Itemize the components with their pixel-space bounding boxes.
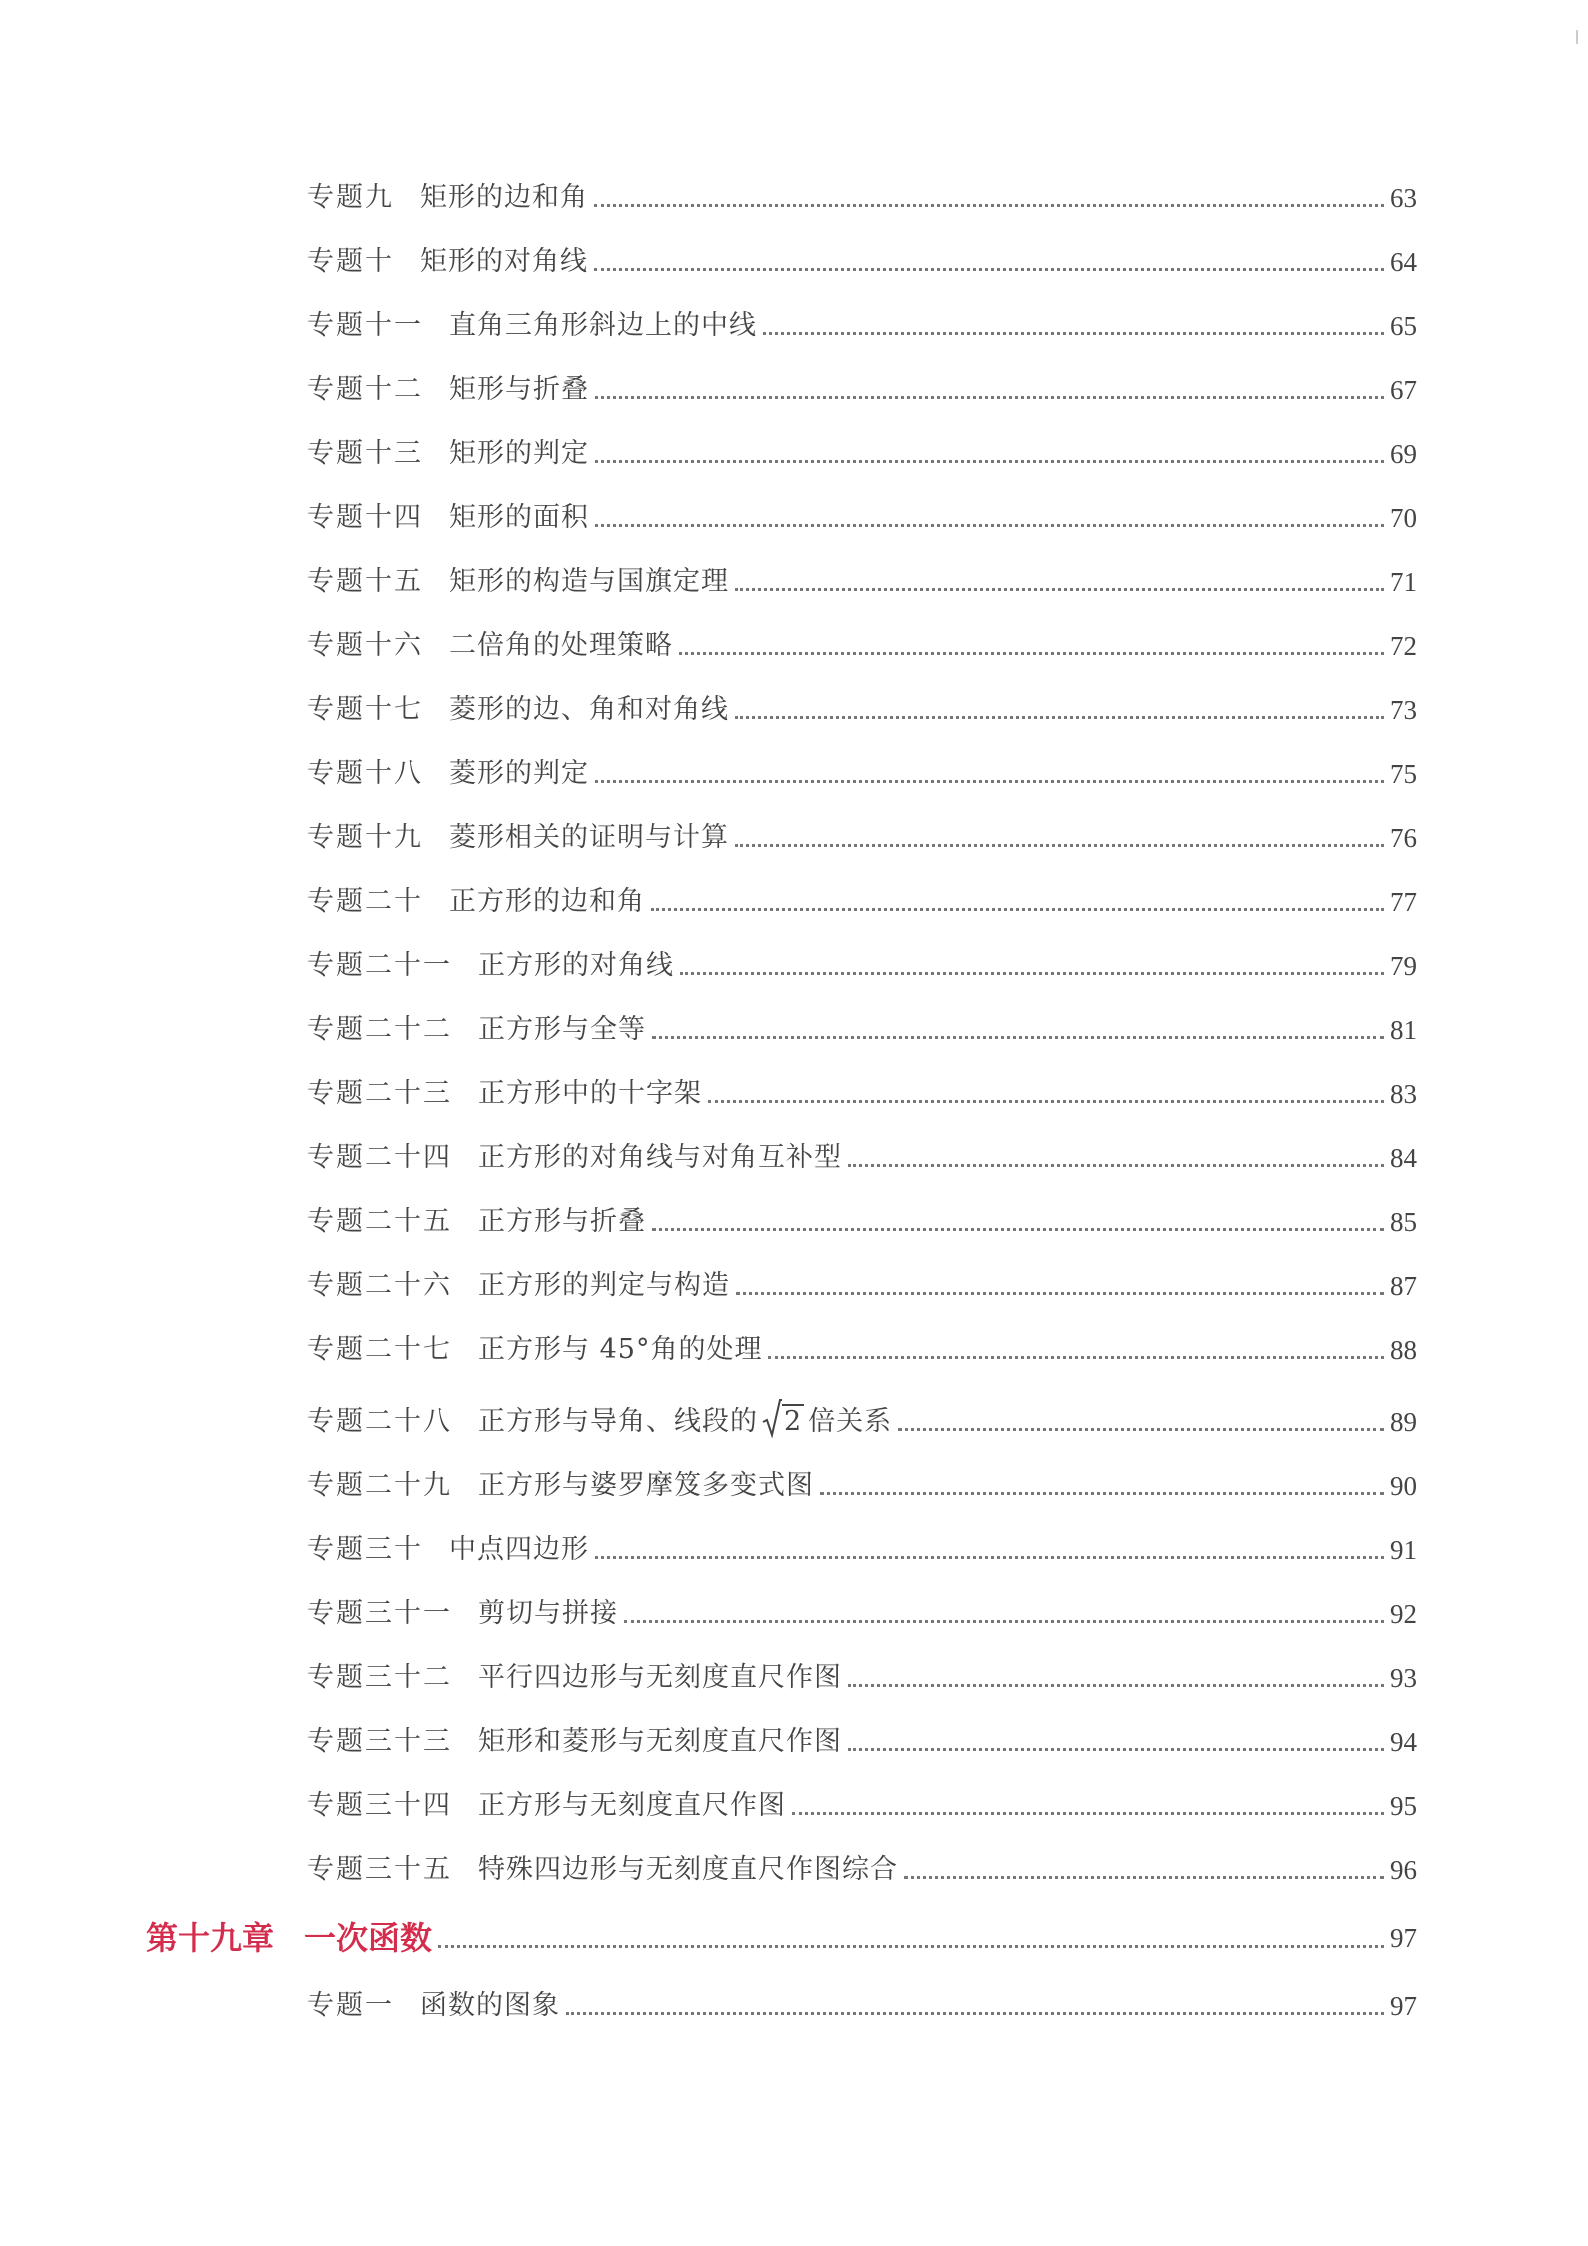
dot-leader — [736, 1292, 1384, 1295]
topic-title: 正方形的边和角 — [449, 886, 645, 917]
page-number: 87 — [1390, 1271, 1417, 1301]
topic-title: 矩形的对角线 — [420, 246, 588, 277]
dot-leader — [652, 1228, 1384, 1231]
page-number: 65 — [1390, 311, 1417, 341]
toc-entry[interactable] — [307, 1320, 1417, 1368]
topic-number: 专题二十四 — [307, 1142, 452, 1173]
dot-leader — [594, 204, 1384, 207]
page-number: 95 — [1390, 1791, 1417, 1821]
topic-number: 专题二十二 — [307, 1014, 452, 1045]
dot-leader — [848, 1164, 1384, 1167]
toc-entry[interactable] — [307, 296, 1417, 344]
topic-number: 专题十一 — [307, 310, 423, 341]
page-number: 79 — [1390, 951, 1417, 981]
topic-number: 专题二十六 — [307, 1270, 452, 1301]
toc-entry[interactable] — [307, 616, 1417, 664]
topic-title: 正方形与折叠 — [478, 1206, 646, 1237]
dot-leader — [848, 1748, 1384, 1751]
toc-entry[interactable] — [307, 1584, 1417, 1632]
chapter-title: 一次函数 — [304, 1919, 433, 1957]
dot-leader — [595, 524, 1384, 527]
topic-number: 专题十二 — [307, 374, 423, 405]
dot-leader — [438, 1945, 1384, 1948]
topic-number: 专题十六 — [307, 630, 423, 661]
topic-number: 专题三十二 — [307, 1662, 452, 1693]
toc-entry[interactable] — [307, 680, 1417, 728]
page-number: 63 — [1390, 183, 1417, 213]
page-number: 93 — [1390, 1663, 1417, 1693]
toc-entry[interactable] — [307, 1776, 1417, 1824]
dot-leader — [763, 332, 1384, 335]
page-number: 81 — [1390, 1015, 1417, 1045]
dot-leader — [848, 1684, 1384, 1687]
topic-number: 专题十三 — [307, 438, 423, 469]
topic-title: 矩形与折叠 — [449, 374, 589, 405]
topic-title: 中点四边形 — [449, 1534, 589, 1565]
topic-title: 特殊四边形与无刻度直尺作图综合 — [478, 1854, 898, 1885]
radicand: 2 — [784, 1406, 803, 1437]
toc-entry[interactable] — [307, 232, 1417, 280]
toc-entry[interactable] — [307, 168, 1417, 216]
topic-number: 专题九 — [307, 182, 394, 213]
topic-title: 矩形的判定 — [449, 438, 589, 469]
chapter-number: 第十九章 — [146, 1919, 275, 1957]
toc-entry[interactable] — [307, 1840, 1417, 1888]
dot-leader — [595, 460, 1384, 463]
page-number: 96 — [1390, 1855, 1417, 1885]
dot-leader — [735, 588, 1384, 591]
dot-leader — [904, 1876, 1384, 1879]
page-number: 97 — [1390, 1923, 1417, 1953]
radical-sign-icon — [762, 1398, 782, 1438]
topic-title: 正方形与 45°角的处理 — [478, 1334, 763, 1365]
page-number: 70 — [1390, 503, 1417, 533]
toc-entry[interactable] — [307, 1712, 1417, 1760]
topic-title: 剪切与拼接 — [478, 1598, 618, 1629]
page-number: 71 — [1390, 567, 1417, 597]
page-number: 90 — [1390, 1471, 1417, 1501]
topic-number: 专题三十 — [307, 1534, 423, 1565]
topic-title — [478, 1404, 892, 1440]
page-number: 67 — [1390, 375, 1417, 405]
dot-leader — [792, 1812, 1384, 1815]
dot-leader — [679, 652, 1384, 655]
toc-entry[interactable] — [307, 488, 1417, 536]
page-number: 76 — [1390, 823, 1417, 853]
page-number: 72 — [1390, 631, 1417, 661]
dot-leader — [680, 972, 1384, 975]
toc-entry[interactable] — [307, 424, 1417, 472]
topic-number: 专题二十九 — [307, 1470, 452, 1501]
dot-leader — [708, 1100, 1384, 1103]
toc-entry[interactable] — [307, 1976, 1417, 2024]
toc-entry[interactable] — [307, 936, 1417, 984]
toc-entry[interactable] — [307, 360, 1417, 408]
topic-title: 矩形和菱形与无刻度直尺作图 — [478, 1726, 842, 1757]
toc-entry[interactable] — [307, 1128, 1417, 1176]
topic-title: 矩形的构造与国旗定理 — [449, 566, 729, 597]
topic-title: 直角三角形斜边上的中线 — [449, 310, 757, 341]
topic-number: 专题一 — [307, 1990, 394, 2021]
toc-entry[interactable] — [307, 1456, 1417, 1504]
topic-title: 正方形中的十字架 — [478, 1078, 702, 1109]
dot-leader — [735, 716, 1384, 719]
topic-number: 专题三十四 — [307, 1790, 452, 1821]
dot-leader — [735, 844, 1384, 847]
topic-title: 菱形的边、角和对角线 — [449, 694, 729, 725]
dot-leader — [768, 1356, 1384, 1359]
topic-number: 专题十四 — [307, 502, 423, 533]
page-number: 88 — [1390, 1335, 1417, 1365]
toc-entry[interactable] — [307, 744, 1417, 792]
page-number: 91 — [1390, 1535, 1417, 1565]
toc-entry[interactable] — [307, 552, 1417, 600]
topic-number: 专题二十三 — [307, 1078, 452, 1109]
topic-title: 菱形相关的证明与计算 — [449, 822, 729, 853]
topic-number: 专题三十三 — [307, 1726, 452, 1757]
dot-leader — [594, 268, 1384, 271]
dot-leader — [595, 780, 1384, 783]
toc-entry[interactable] — [307, 1256, 1417, 1304]
page-number: 77 — [1390, 887, 1417, 917]
topic-number: 专题二十 — [307, 886, 423, 917]
chapter-heading[interactable] — [146, 1906, 1417, 1958]
dot-leader — [566, 2012, 1384, 2015]
title-text: 倍关系 — [808, 1406, 893, 1437]
page-number: 94 — [1390, 1727, 1417, 1757]
topic-title: 函数的图象 — [420, 1990, 560, 2021]
toc-entry[interactable] — [307, 1064, 1417, 1112]
toc-entry[interactable] — [307, 872, 1417, 920]
dot-leader — [595, 396, 1384, 399]
edge-mark — [1576, 30, 1578, 44]
topic-number: 专题三十一 — [307, 1598, 452, 1629]
title-text: 正方形与导角、线段的 — [478, 1406, 758, 1437]
topic-number: 专题二十七 — [307, 1334, 452, 1365]
topic-number: 专题二十一 — [307, 950, 452, 981]
topic-number: 专题十五 — [307, 566, 423, 597]
toc-entry[interactable] — [307, 1392, 1417, 1440]
page-number: 84 — [1390, 1143, 1417, 1173]
page-number: 73 — [1390, 695, 1417, 725]
topic-title: 二倍角的处理策略 — [449, 630, 673, 661]
toc-entry[interactable] — [307, 1192, 1417, 1240]
page-number: 97 — [1390, 1991, 1417, 2021]
page-number: 92 — [1390, 1599, 1417, 1629]
toc-entry[interactable] — [307, 808, 1417, 856]
page-number: 64 — [1390, 247, 1417, 277]
topic-number: 专题二十八 — [307, 1406, 452, 1437]
page-number: 89 — [1390, 1407, 1417, 1437]
dot-leader — [624, 1620, 1384, 1623]
topic-title: 菱形的判定 — [449, 758, 589, 789]
topic-title: 正方形的对角线与对角互补型 — [478, 1142, 842, 1173]
toc-entry[interactable] — [307, 1648, 1417, 1696]
dot-leader — [651, 908, 1384, 911]
page-number: 83 — [1390, 1079, 1417, 1109]
topic-number: 专题二十五 — [307, 1206, 452, 1237]
topic-title: 矩形的边和角 — [420, 182, 588, 213]
topic-title: 正方形与全等 — [478, 1014, 646, 1045]
dot-leader — [898, 1428, 1384, 1431]
dot-leader — [652, 1036, 1384, 1039]
topic-number: 专题三十五 — [307, 1854, 452, 1885]
dot-leader — [820, 1492, 1384, 1495]
topic-title: 正方形与婆罗摩笈多变式图 — [478, 1470, 814, 1501]
topic-number: 专题十八 — [307, 758, 423, 789]
dot-leader — [595, 1556, 1384, 1559]
page-number: 75 — [1390, 759, 1417, 789]
topic-title: 正方形的对角线 — [478, 950, 674, 981]
topic-title: 平行四边形与无刻度直尺作图 — [478, 1662, 842, 1693]
square-root — [762, 1404, 804, 1440]
topic-title: 矩形的面积 — [449, 502, 589, 533]
toc-entry[interactable] — [307, 1000, 1417, 1048]
toc-entry[interactable] — [307, 1520, 1417, 1568]
topic-number: 专题十九 — [307, 822, 423, 853]
page-number: 85 — [1390, 1207, 1417, 1237]
page-number: 69 — [1390, 439, 1417, 469]
topic-number: 专题十七 — [307, 694, 423, 725]
topic-title: 正方形的判定与构造 — [478, 1270, 730, 1301]
topic-number: 专题十 — [307, 246, 394, 277]
topic-title: 正方形与无刻度直尺作图 — [478, 1790, 786, 1821]
